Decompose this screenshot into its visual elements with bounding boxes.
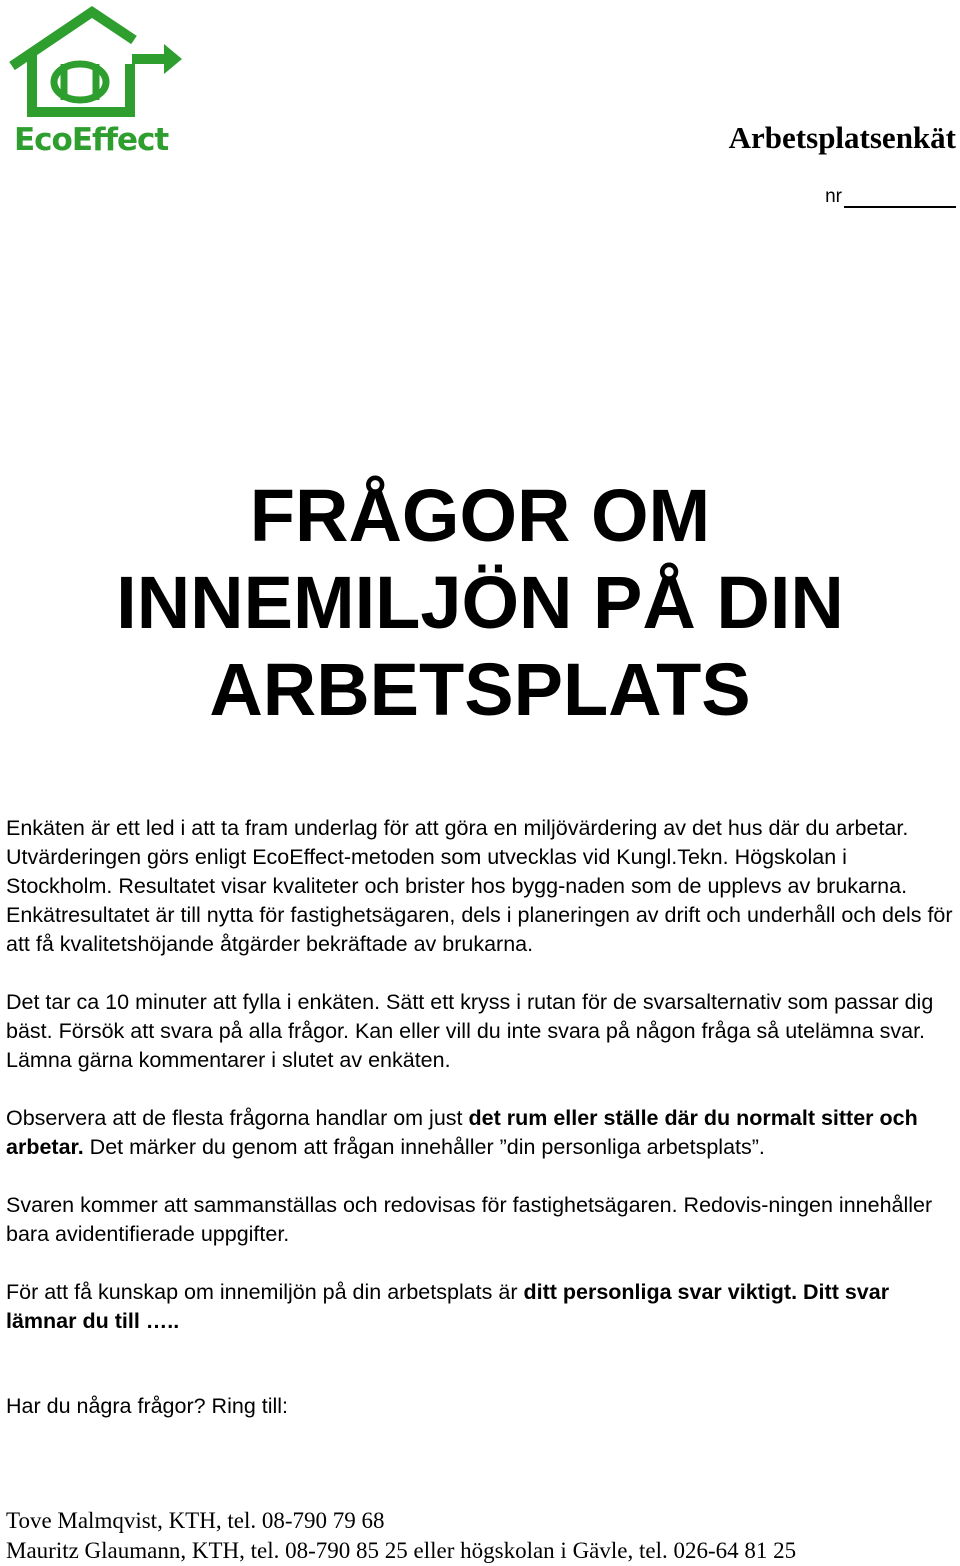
number-field xyxy=(825,186,956,208)
title-line-1: FRÅGOR OM xyxy=(249,474,711,557)
main-title xyxy=(0,472,960,733)
intro-paragraph-4: Svaren kommer att sammanställas och redovisas för fastighetsägaren. Redovis-ningen innehåller bara avidentifierade uppgifter. xyxy=(6,1193,933,1246)
p3-text-end: Det märker du genom att frågan innehåller ”din personliga arbetsplats”. xyxy=(83,1135,765,1159)
contact-item: Mauritz Glaumann, KTH, tel. 08-790 85 25 eller högskolan i Gävle, tel. 026-64 81 25 xyxy=(6,1538,797,1563)
contact-list xyxy=(6,1506,796,1566)
nr-blank-line xyxy=(844,188,956,208)
p3-text-start: Observera att de flesta frågorna handlar om just xyxy=(6,1106,469,1130)
ecoeffect-logo xyxy=(4,4,182,156)
title-line-3: ARBETSPLATS xyxy=(209,648,751,731)
questions-line: Har du några frågor? Ring till: xyxy=(6,1394,289,1418)
intro-paragraph-3 xyxy=(6,1104,958,1162)
nr-label: nr xyxy=(825,186,842,207)
title-line-2: INNEMILJÖN PÅ DIN xyxy=(116,561,844,644)
p5-text-start: För att få kunskap om innemiljön på din arbetsplats är xyxy=(6,1280,524,1304)
logo-wordmark: EcoEffect xyxy=(14,122,169,158)
intro-paragraph-5 xyxy=(6,1278,958,1336)
intro-text xyxy=(6,814,958,1450)
contact-item: Tove Malmqvist, KTH, tel. 08-790 79 68 xyxy=(6,1508,385,1533)
document-title: Arbetsplatsenkät xyxy=(728,120,956,155)
p3-emphasis: det rum eller ställe där du normalt sitter och arbetar. xyxy=(6,1106,918,1159)
intro-paragraph-2: Det tar ca 10 minuter att fylla i enkäten. Sätt ett kryss i rutan för de svarsalternativ som passar dig bäst. Försök att svara på alla frågor. Kan eller vill du inte svara på någon fråga så utelämna svar. Lämna gärna kommentarer i slutet av enkäten. xyxy=(6,990,934,1072)
house-arrow-icon xyxy=(4,4,182,122)
p5-emphasis: ditt personliga svar viktigt. Ditt svar lämnar du till ….. xyxy=(6,1280,890,1333)
intro-paragraph-1: Enkäten är ett led i att ta fram underlag för att göra en miljövärdering av det hus där du arbetar. Utvärderingen görs enligt EcoEffect-metoden som utvecklas vid Kungl.Tekn. Högskolan i Stockholm. Resultatet visar kvaliteter och brister hos bygg-naden som de upplevs av brukarna. Enkätresultatet är till nytta för fastighetsägaren, dels i planeringen av drift och underhåll och dels för att få kvalitetshöjande åtgärder bekräftade av brukarna. xyxy=(6,816,953,956)
